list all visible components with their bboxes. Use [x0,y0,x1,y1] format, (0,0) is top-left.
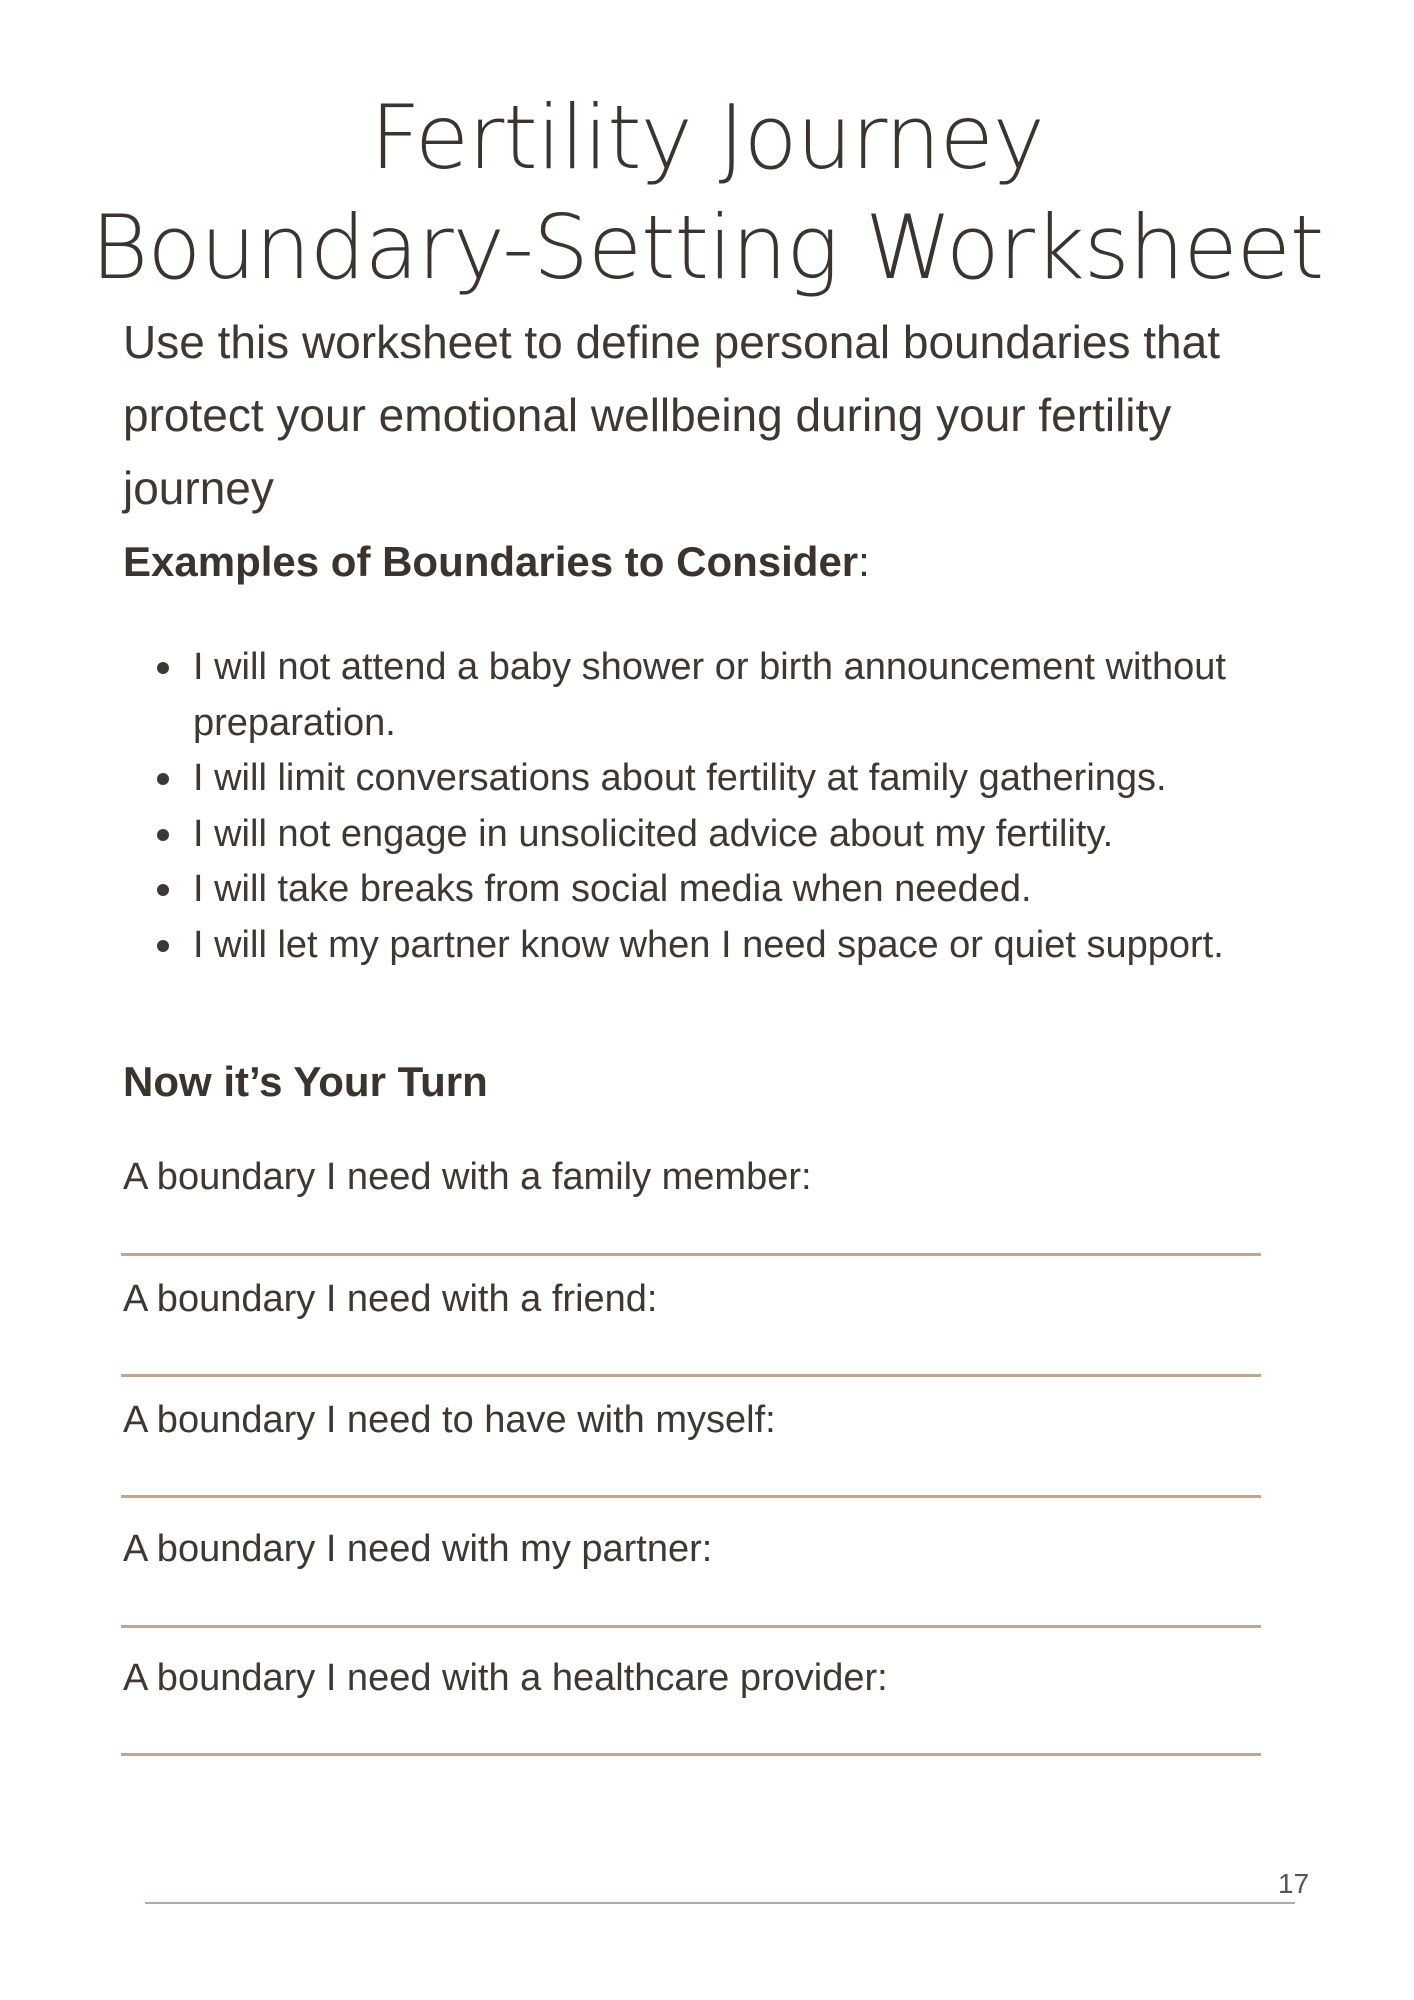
answer-line-healthcare-provider[interactable] [121,1753,1261,1756]
prompt-friend: A boundary I need with a friend: [123,1278,658,1320]
answer-line-partner[interactable] [121,1625,1261,1628]
list-item: I will not attend a baby shower or birth announcement without preparation. [123,640,1283,751]
examples-heading-text: Examples of Boundaries to Consider [123,538,859,585]
prompt-partner: A boundary I need with my partner: [123,1528,713,1570]
list-item: I will take breaks from social media when needed. [123,862,1283,918]
prompt-myself: A boundary I need to have with myself: [123,1399,776,1441]
title-line-2: Boundary-Setting Worksheet [90,196,1324,300]
prompt-family-member: A boundary I need with a family member: [123,1156,812,1198]
intro-text: Use this worksheet to define personal boundaries that protect your emotional wellbeing during your fertility journey [123,316,1220,514]
page-number: 17 [1278,1868,1310,1899]
examples-heading [123,538,870,586]
examples-list [123,640,1283,973]
title-line-1: Fertility Journey [370,86,1044,190]
examples-heading-colon: : [858,538,870,585]
answer-line-family-member[interactable] [121,1253,1261,1256]
prompt-healthcare-provider: A boundary I need with a healthcare provider: [123,1657,888,1699]
list-item: I will not engage in unsolicited advice about my fertility. [123,807,1283,863]
list-item: I will let my partner know when I need space or quiet support. [123,918,1283,974]
answer-line-myself[interactable] [121,1495,1261,1498]
page-title [0,83,1414,303]
answer-line-friend[interactable] [121,1374,1261,1377]
footer-divider [145,1902,1295,1904]
your-turn-heading: Now it’s Your Turn [123,1058,488,1105]
list-item: I will limit conversations about fertility at family gatherings. [123,751,1283,807]
